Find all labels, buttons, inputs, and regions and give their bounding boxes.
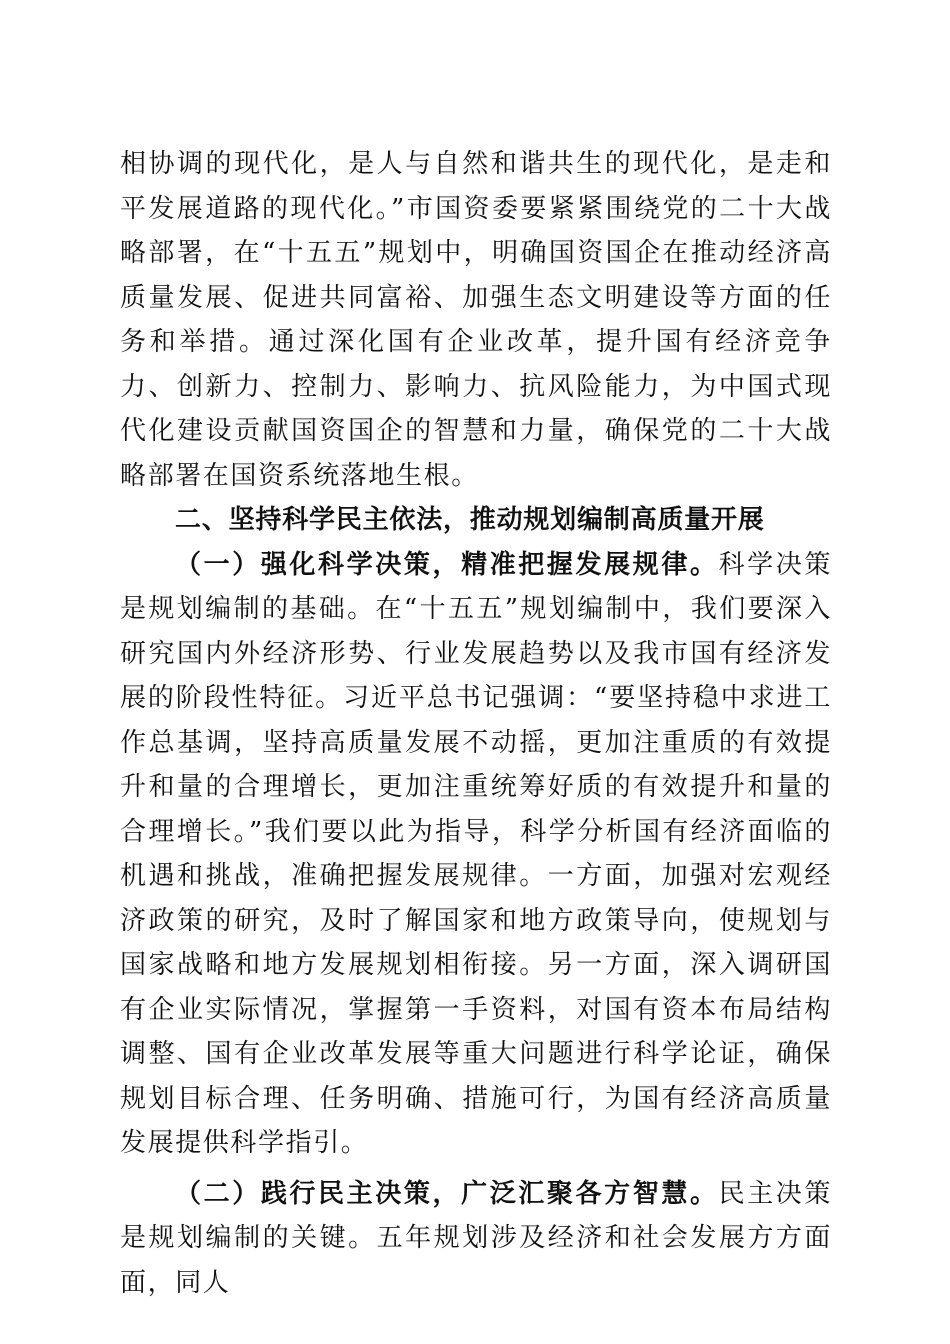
- subsection-body-2: 民主决策是规划编制的关键。五年规划涉及经济和社会发展方方面面，同人: [120, 1178, 832, 1298]
- subsection-paragraph-2: [120, 1172, 832, 1306]
- section-heading: 二、坚持科学民主依法，推动规划编制高质量开展: [175, 505, 765, 535]
- body-paragraph: 相协调的现代化，是人与自然和谐共生的现代化，是走和平发展道路的现代化。”市国资委要紧紧围绕党的二十大战略部署，在“十五五”规划中，明确国资国企在推动经济高质量发展、促进共同富裕、加强生态文明建设等方面的任务和举措。通过深化国有企业改革，提升国有经济竞争力、创新力、控制力、影响力、抗风险能力，为中国式现代化建设贡献国资国企的智慧和力量，确保党的二十大战略部署在国资系统落地生根。: [120, 149, 832, 491]
- subsection-body-1: 科学决策是规划编制的基础。在“十五五”规划编制中，我们要深入研究国内外经济形势、行业发展趋势以及我市国有经济发展的阶段性特征。习近平总书记强调：“要坚持稳中求进工作总基调，坚持高质量发展不动摇，更加注重质的有效提升和量的合理增长，更加注重统筹好质的有效提升和量的合理增长。”我们要以此为指导，科学分析国有经济面临的机遇和挑战，准确把握发展规律。一方面，加强对宏观经济政策的研究，及时了解国家和地方政策导向，使规划与国家战略和地方发展规划相衔接。另一方面，深入调研国有企业实际情况，掌握第一手资料，对国有资本布局结构调整、国有企业改革发展等重大问题进行科学论证，确保规划目标合理、任务明确、措施可行，为国有经济高质量发展提供科学指引。: [120, 549, 832, 1158]
- subsection-paragraph-1: [120, 543, 832, 1166]
- subsection-title-1: （一）强化科学决策，精准把握发展规律。: [175, 549, 719, 580]
- document-body: [120, 142, 832, 1305]
- subsection-title-2: （二）践行民主决策，广泛汇聚各方智慧。: [175, 1178, 719, 1209]
